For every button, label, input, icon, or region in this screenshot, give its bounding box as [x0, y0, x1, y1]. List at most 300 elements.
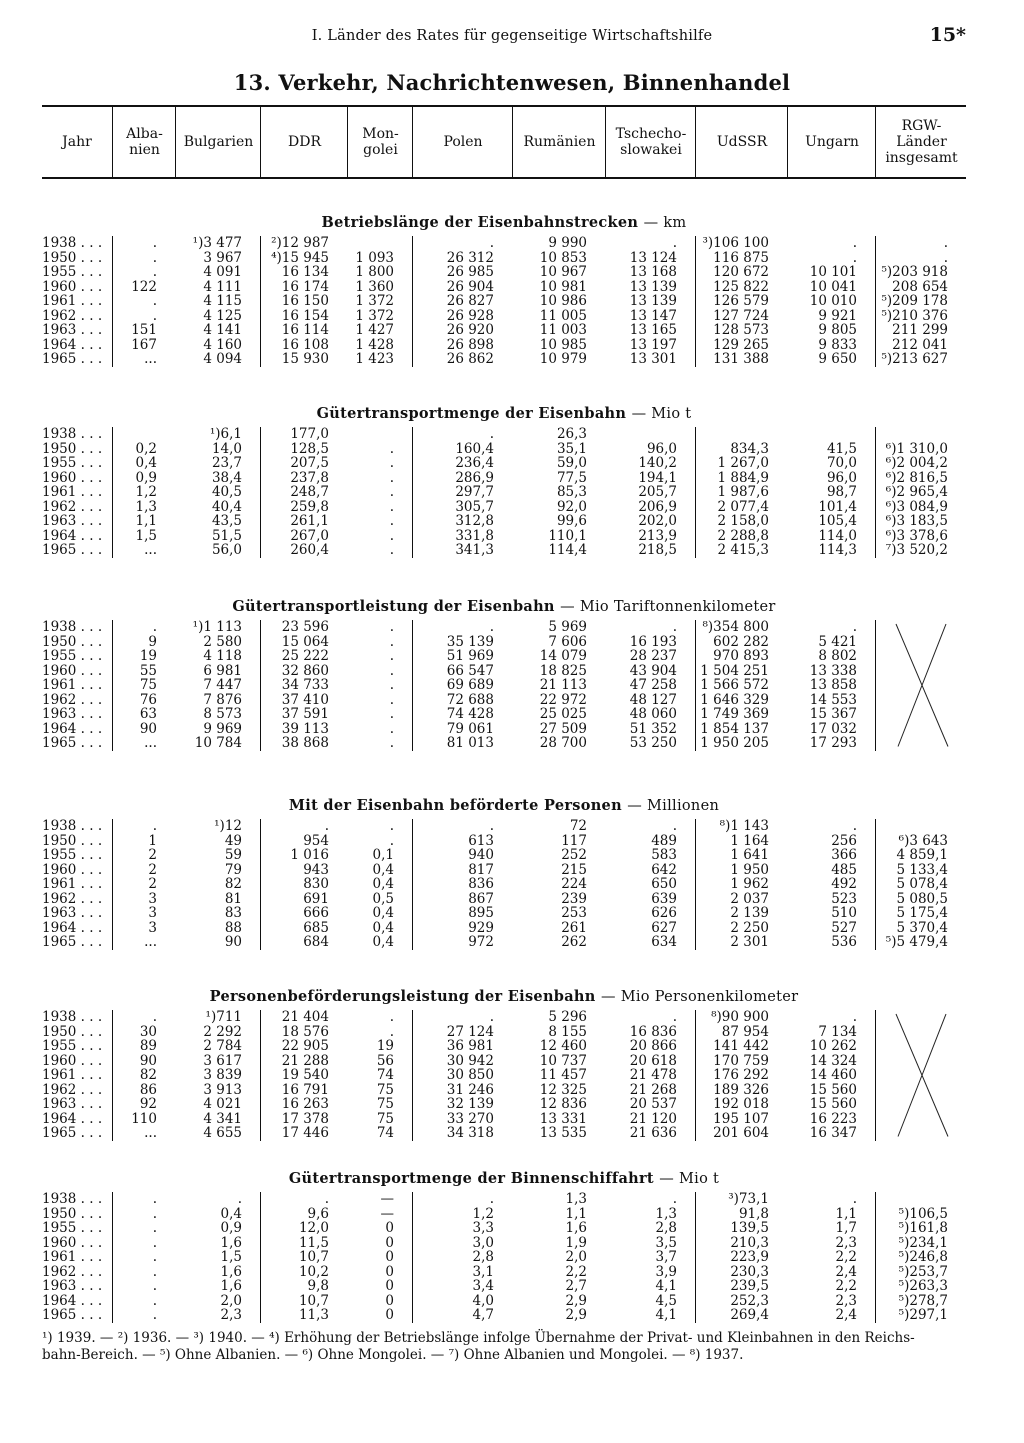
cell-udssr: 2 250 — [730, 919, 769, 936]
year-cell: 1955 . . . — [42, 455, 103, 471]
table-row — [42, 1192, 966, 1207]
cell-polen: 4,0 — [472, 1292, 494, 1309]
cell-polen: 160,4 — [455, 440, 494, 457]
col-header-udssr: UdSSR — [695, 107, 788, 177]
cell-rumaenien: 253 — [561, 905, 587, 921]
cell-rgw: ⁶)2 816,5 — [885, 469, 948, 486]
cell-albanien: . — [152, 1234, 157, 1251]
cell-tschechoslowakei: . — [672, 619, 677, 635]
cell-rgw: 5 133,4 — [896, 861, 948, 878]
year-cell: 1965 . . . — [42, 934, 103, 950]
section-rows — [42, 1192, 966, 1323]
cell-udssr: 1 854 137 — [700, 720, 769, 737]
cell-bulgarien: ¹)6,1 — [209, 426, 242, 442]
table-row — [42, 456, 966, 471]
cell-polen: 972 — [468, 934, 494, 950]
cell-rumaenien: 12 836 — [539, 1096, 587, 1112]
cell-ddr: 25 222 — [281, 648, 329, 664]
col-header-rumaenien: Rumänien — [512, 107, 606, 177]
cell-udssr: 1 164 — [730, 832, 769, 849]
cell-rumaenien: 13 535 — [539, 1125, 587, 1141]
cell-ungarn: . — [852, 818, 857, 834]
cell-udssr: 131 388 — [713, 351, 769, 367]
cell-bulgarien: 6 981 — [203, 662, 242, 679]
cell-bulgarien: 3 839 — [203, 1067, 242, 1083]
section-unit: — Mio t — [631, 406, 692, 422]
cell-albanien: ... — [144, 1125, 157, 1141]
cell-polen: 940 — [468, 847, 494, 863]
cell-rumaenien: 25 025 — [539, 706, 587, 722]
table-row — [42, 1207, 966, 1222]
year-cell: 1963 . . . — [42, 1096, 103, 1112]
cell-ddr: 23 596 — [281, 619, 329, 635]
cell-rumaenien: 1,1 — [565, 1205, 587, 1222]
table-row — [42, 323, 966, 338]
cell-ddr: 37 410 — [281, 691, 329, 708]
cell-rumaenien: 224 — [561, 876, 587, 892]
cell-polen: 81 013 — [446, 735, 494, 751]
cell-polen: 72 688 — [446, 691, 494, 708]
col-header-mongolei: Mon- golei — [347, 107, 413, 177]
table-section — [42, 1170, 966, 1327]
cell-polen: 26 904 — [446, 278, 494, 295]
cell-ungarn: 2,3 — [835, 1292, 857, 1309]
cell-mongolei: 0,4 — [372, 861, 394, 878]
cell-mongolei: 1 372 — [355, 307, 394, 324]
cell-rumaenien: 12 325 — [539, 1081, 587, 1098]
cell-ddr: 128,5 — [290, 440, 329, 457]
cell-rgw: 5 080,5 — [896, 890, 948, 907]
cell-ddr: 10,7 — [298, 1292, 329, 1309]
cell-mongolei: . — [389, 818, 394, 834]
cell-ungarn: 9 833 — [818, 336, 857, 353]
section-rows — [42, 620, 966, 751]
section-title — [42, 214, 966, 231]
cell-tschechoslowakei: 13 168 — [629, 264, 677, 280]
cell-bulgarien: 1,6 — [220, 1263, 242, 1280]
cell-ddr: 954 — [303, 832, 329, 849]
cell-polen: 2,8 — [472, 1249, 494, 1265]
cell-ddr: 666 — [303, 905, 329, 921]
cell-rumaenien: 92,0 — [556, 498, 587, 515]
cell-albanien: 63 — [139, 706, 157, 722]
cell-ddr: 32 860 — [281, 662, 329, 679]
cell-tschechoslowakei: 20 618 — [629, 1052, 677, 1069]
table-row — [42, 678, 966, 693]
year-cell: 1950 . . . — [42, 249, 103, 266]
cell-mongolei: 19 — [376, 1038, 394, 1054]
table-row — [42, 664, 966, 679]
cell-ddr: 19 540 — [281, 1067, 329, 1083]
cell-tschechoslowakei: 13 139 — [629, 278, 677, 295]
cell-tschechoslowakei: 48 060 — [629, 706, 677, 722]
cell-polen: 297,7 — [455, 484, 494, 500]
cell-udssr: 1 566 572 — [700, 677, 769, 693]
cell-rumaenien: 2,0 — [565, 1249, 587, 1265]
cell-polen: 32 139 — [446, 1096, 494, 1112]
cell-rumaenien: 2,9 — [565, 1292, 587, 1309]
year-cell: 1961 . . . — [42, 1249, 103, 1265]
cell-bulgarien: 2,0 — [220, 1292, 242, 1309]
year-cell: 1963 . . . — [42, 513, 103, 529]
cell-bulgarien: ¹)711 — [205, 1009, 242, 1025]
table-row — [42, 309, 966, 324]
cell-albanien: 3 — [148, 890, 157, 907]
cell-bulgarien: 7 876 — [203, 691, 242, 708]
cell-mongolei: 0 — [385, 1307, 394, 1323]
cell-ddr: 11,5 — [298, 1234, 329, 1251]
cell-udssr: 1 749 369 — [700, 706, 769, 722]
cell-rgw: ⁵)5 479,4 — [885, 934, 948, 950]
cell-mongolei: . — [389, 1009, 394, 1025]
cell-bulgarien: 3 967 — [203, 249, 242, 266]
cell-rumaenien: 21 113 — [539, 677, 587, 693]
cell-ungarn: 15 560 — [809, 1096, 857, 1112]
cell-udssr: 120 672 — [713, 264, 769, 280]
table-row — [42, 1054, 966, 1069]
table-row — [42, 427, 966, 442]
col-header-tschechoslowakei: Tschecho- slowakei — [605, 107, 696, 177]
cell-polen: 1,2 — [472, 1205, 494, 1222]
cell-bulgarien: 2,3 — [220, 1307, 242, 1323]
cell-bulgarien: 4 341 — [203, 1110, 242, 1127]
section-title — [42, 988, 966, 1005]
table-section — [42, 988, 966, 1145]
cell-ddr: 16 154 — [281, 307, 329, 324]
year-cell: 1955 . . . — [42, 648, 103, 664]
cell-ungarn: . — [852, 249, 857, 266]
cell-polen: 331,8 — [455, 527, 494, 544]
cell-ungarn: 10 010 — [809, 293, 857, 309]
cell-rumaenien: 8 155 — [548, 1023, 587, 1040]
cell-mongolei: 0 — [385, 1263, 394, 1280]
section-title-text: Personenbeförderungsleistung der Eisenbahn — [209, 988, 596, 1005]
cell-bulgarien: ¹)1 113 — [192, 619, 242, 635]
cell-udssr: 201 604 — [713, 1125, 769, 1141]
cell-bulgarien: 88 — [224, 919, 242, 936]
cell-rgw: ⁵)234,1 — [898, 1234, 948, 1251]
year-cell: 1950 . . . — [42, 832, 103, 849]
cell-tschechoslowakei: 13 147 — [629, 307, 677, 324]
cell-tschechoslowakei: 213,9 — [638, 527, 677, 544]
section-title-text: Gütertransportmenge der Eisenbahn — [316, 405, 627, 422]
cell-tschechoslowakei: 642 — [651, 861, 677, 878]
cell-ungarn: 7 134 — [818, 1023, 857, 1040]
table-row — [42, 294, 966, 309]
cell-bulgarien: 79 — [224, 861, 242, 878]
cell-ddr: 11,3 — [298, 1307, 329, 1323]
section-rows — [42, 819, 966, 950]
cross-stroke — [898, 624, 946, 747]
table-section — [42, 214, 966, 371]
cell-ungarn: 41,5 — [826, 440, 857, 457]
cell-tschechoslowakei: 13 301 — [629, 351, 677, 367]
cell-bulgarien: 23,7 — [211, 455, 242, 471]
cell-ungarn: 101,4 — [818, 498, 857, 515]
cell-rumaenien: 252 — [561, 847, 587, 863]
cell-udssr: 1 950 205 — [700, 735, 769, 751]
year-cell: 1965 . . . — [42, 735, 103, 751]
cell-albanien: 1,1 — [135, 513, 157, 529]
year-cell: 1938 . . . — [42, 619, 103, 635]
cell-bulgarien: 81 — [224, 890, 242, 907]
cell-udssr: 2 415,3 — [717, 542, 769, 558]
section-title-text: Gütertransportmenge der Binnenschiffahrt — [288, 1170, 654, 1187]
cell-rumaenien: 7 606 — [548, 633, 587, 650]
cell-ddr: 943 — [303, 861, 329, 878]
table-row — [42, 236, 966, 251]
table-row — [42, 1308, 966, 1323]
cell-rumaenien: 59,0 — [556, 455, 587, 471]
cell-rgw: ⁵)203 918 — [881, 264, 948, 280]
cell-albanien: 2 — [148, 861, 157, 878]
cell-bulgarien: ¹)12 — [214, 818, 242, 834]
cell-bulgarien: 2 580 — [203, 633, 242, 650]
cell-ungarn: 13 338 — [809, 662, 857, 679]
cell-rumaenien: 1,3 — [565, 1191, 587, 1207]
cell-rgw: ⁶)3 643 — [898, 832, 948, 849]
cell-ungarn: 2,2 — [835, 1249, 857, 1265]
cell-ungarn: 2,4 — [835, 1263, 857, 1280]
cell-bulgarien: 4 118 — [203, 648, 242, 664]
cell-rumaenien: 10 981 — [539, 278, 587, 295]
year-cell: 1962 . . . — [42, 890, 103, 907]
cell-mongolei: — — [380, 1191, 394, 1207]
table-section — [42, 797, 966, 954]
cell-tschechoslowakei: 639 — [651, 890, 677, 907]
cell-ddr: 16 150 — [281, 293, 329, 309]
table-row — [42, 848, 966, 863]
cell-tschechoslowakei: 1,3 — [655, 1205, 677, 1222]
cell-ddr: . — [324, 818, 329, 834]
cell-mongolei: . — [389, 527, 394, 544]
table-row — [42, 1068, 966, 1083]
cell-rgw: ⁵)213 627 — [881, 351, 948, 367]
table-row — [42, 251, 966, 266]
cell-rgw: ⁶)1 310,0 — [885, 440, 948, 457]
cell-udssr: 91,8 — [738, 1205, 769, 1222]
cell-mongolei: 74 — [376, 1125, 394, 1141]
section-rows — [42, 1010, 966, 1141]
cell-ungarn: 366 — [831, 847, 857, 863]
cell-albanien: 0,4 — [135, 455, 157, 471]
table-section — [42, 598, 966, 755]
cell-albanien: . — [152, 619, 157, 635]
cell-udssr: 189 326 — [713, 1081, 769, 1098]
col-header-ungarn: Ungarn — [787, 107, 876, 177]
cell-bulgarien: 0,4 — [220, 1205, 242, 1222]
cell-albanien: 0,9 — [135, 469, 157, 486]
cell-albanien: 3 — [148, 905, 157, 921]
cell-rumaenien: 10 986 — [539, 293, 587, 309]
cell-tschechoslowakei: . — [672, 818, 677, 834]
year-cell: 1938 . . . — [42, 818, 103, 834]
table-row — [42, 442, 966, 457]
cell-ungarn: 16 347 — [809, 1125, 857, 1141]
cell-bulgarien: 14,0 — [211, 440, 242, 457]
cell-ddr: 9,6 — [307, 1205, 329, 1222]
footnotes — [42, 1330, 966, 1364]
year-cell: 1962 . . . — [42, 307, 103, 324]
cell-bulgarien: 1,6 — [220, 1278, 242, 1294]
year-cell: 1962 . . . — [42, 691, 103, 708]
cell-udssr: 2 301 — [730, 934, 769, 950]
cell-mongolei: . — [389, 677, 394, 693]
table-row — [42, 529, 966, 544]
cell-ddr: 16 174 — [281, 278, 329, 295]
cell-polen: 31 246 — [446, 1081, 494, 1098]
cell-ungarn: 114,3 — [818, 542, 857, 558]
cell-tschechoslowakei: 13 139 — [629, 293, 677, 309]
cell-mongolei: 1 372 — [355, 293, 394, 309]
cell-tschechoslowakei: 3,5 — [655, 1234, 677, 1251]
cell-albanien: 76 — [139, 691, 157, 708]
cell-polen: 30 850 — [446, 1067, 494, 1083]
cell-rumaenien: 114,4 — [548, 542, 587, 558]
cell-albanien: . — [152, 293, 157, 309]
cell-mongolei: . — [389, 440, 394, 457]
cell-tschechoslowakei: 627 — [651, 919, 677, 936]
cell-rgw: ⁶)2 965,4 — [885, 484, 948, 500]
cell-albanien: . — [152, 1263, 157, 1280]
cell-bulgarien: 0,9 — [220, 1220, 242, 1236]
cell-bulgarien: 4 141 — [203, 322, 242, 338]
cell-albanien: 1,5 — [135, 527, 157, 544]
year-cell: 1955 . . . — [42, 264, 103, 280]
cell-ungarn: 13 858 — [809, 677, 857, 693]
table-row — [42, 471, 966, 486]
cell-bulgarien: 4 094 — [203, 351, 242, 367]
cell-udssr: 1 950 — [730, 861, 769, 878]
cell-tschechoslowakei: 194,1 — [638, 469, 677, 486]
cell-tschechoslowakei: 140,2 — [638, 455, 677, 471]
year-cell: 1964 . . . — [42, 1292, 103, 1309]
cell-mongolei: 0,5 — [372, 890, 394, 907]
table-row — [42, 892, 966, 907]
cell-ddr: 17 446 — [281, 1125, 329, 1141]
cell-ddr: 830 — [303, 876, 329, 892]
cell-rumaenien: 9 990 — [548, 235, 587, 251]
cell-rumaenien: 110,1 — [548, 527, 587, 544]
year-cell: 1963 . . . — [42, 905, 103, 921]
cell-ddr: 260,4 — [290, 542, 329, 558]
year-cell: 1964 . . . — [42, 919, 103, 936]
cell-udssr: 139,5 — [730, 1220, 769, 1236]
cell-albanien: 82 — [139, 1067, 157, 1083]
cell-bulgarien: 56,0 — [211, 542, 242, 558]
cell-bulgarien: 2 292 — [203, 1023, 242, 1040]
cell-polen: 867 — [468, 890, 494, 907]
cell-ungarn: . — [852, 619, 857, 635]
cell-mongolei: . — [389, 720, 394, 737]
year-cell: 1965 . . . — [42, 1307, 103, 1323]
cell-rumaenien: 10 985 — [539, 336, 587, 353]
table-row — [42, 736, 966, 751]
col-header-polen: Polen — [412, 107, 513, 177]
year-cell: 1961 . . . — [42, 876, 103, 892]
table-row — [42, 1025, 966, 1040]
cell-mongolei: . — [389, 455, 394, 471]
cell-rumaenien: 11 457 — [539, 1067, 587, 1083]
section-title — [42, 598, 966, 615]
cell-ddr: 16 114 — [281, 322, 329, 338]
cell-albanien: . — [152, 1220, 157, 1236]
cell-rumaenien: 239 — [561, 890, 587, 907]
year-cell: 1963 . . . — [42, 1278, 103, 1294]
year-cell: 1961 . . . — [42, 1067, 103, 1083]
table-row — [42, 649, 966, 664]
year-cell: 1963 . . . — [42, 706, 103, 722]
cell-bulgarien: 10 784 — [194, 735, 242, 751]
cell-mongolei: 75 — [376, 1110, 394, 1127]
cell-ddr: ⁴)15 945 — [271, 249, 329, 266]
cell-mongolei: 0,4 — [372, 919, 394, 936]
year-cell: 1963 . . . — [42, 322, 103, 338]
cell-polen: 79 061 — [446, 720, 494, 737]
cell-rgw: 4 859,1 — [896, 847, 948, 863]
cell-mongolei: . — [389, 469, 394, 486]
cell-rumaenien: 22 972 — [539, 691, 587, 708]
cell-ddr: 34 733 — [281, 677, 329, 693]
cell-tschechoslowakei: 4,1 — [655, 1278, 677, 1294]
cell-tschechoslowakei: 202,0 — [638, 513, 677, 529]
cell-albanien: 75 — [139, 677, 157, 693]
cell-rumaenien: 14 079 — [539, 648, 587, 664]
cell-ddr: 684 — [303, 934, 329, 950]
cell-polen: 4,7 — [472, 1307, 494, 1323]
cell-mongolei: . — [389, 619, 394, 635]
cell-ddr: 38 868 — [281, 735, 329, 751]
cell-ddr: 15 930 — [281, 351, 329, 367]
cell-udssr: 2 158,0 — [717, 513, 769, 529]
cell-polen: . — [489, 235, 494, 251]
cell-rumaenien: 11 003 — [539, 322, 587, 338]
cell-tschechoslowakei: 16 193 — [629, 633, 677, 650]
cell-rumaenien: 2,7 — [565, 1278, 587, 1294]
cell-polen: 74 428 — [446, 706, 494, 722]
cell-mongolei: 0,4 — [372, 934, 394, 950]
cell-polen: 836 — [468, 876, 494, 892]
cell-ungarn: 15 560 — [809, 1081, 857, 1098]
cell-polen: 312,8 — [455, 513, 494, 529]
cell-ddr: 267,0 — [290, 527, 329, 544]
cell-udssr: 223,9 — [730, 1249, 769, 1265]
cell-albanien: 55 — [139, 662, 157, 679]
cell-rumaenien: 72 — [569, 818, 587, 834]
cell-ungarn: 10 262 — [809, 1038, 857, 1054]
cell-polen: 35 139 — [446, 633, 494, 650]
year-cell: 1964 . . . — [42, 527, 103, 544]
cell-albanien: 1,2 — [135, 484, 157, 500]
cell-polen: 27 124 — [446, 1023, 494, 1040]
cell-bulgarien: 2 784 — [203, 1038, 242, 1054]
cell-ungarn: 9 921 — [818, 307, 857, 324]
col-header-albanien: Alba- nien — [112, 107, 176, 177]
cell-tschechoslowakei: 13 124 — [629, 249, 677, 266]
year-cell: 1964 . . . — [42, 1110, 103, 1127]
cell-rumaenien: 77,5 — [556, 469, 587, 486]
cell-polen: 3,0 — [472, 1234, 494, 1251]
cell-ungarn: 114,0 — [818, 527, 857, 544]
table-row — [42, 834, 966, 849]
cell-bulgarien: 1,5 — [220, 1249, 242, 1265]
cell-albanien: 2 — [148, 847, 157, 863]
cell-mongolei: . — [389, 542, 394, 558]
cell-ddr: . — [324, 1191, 329, 1207]
cell-polen: 817 — [468, 861, 494, 878]
cell-mongolei: 1 800 — [355, 264, 394, 280]
cell-tschechoslowakei: 21 636 — [629, 1125, 677, 1141]
